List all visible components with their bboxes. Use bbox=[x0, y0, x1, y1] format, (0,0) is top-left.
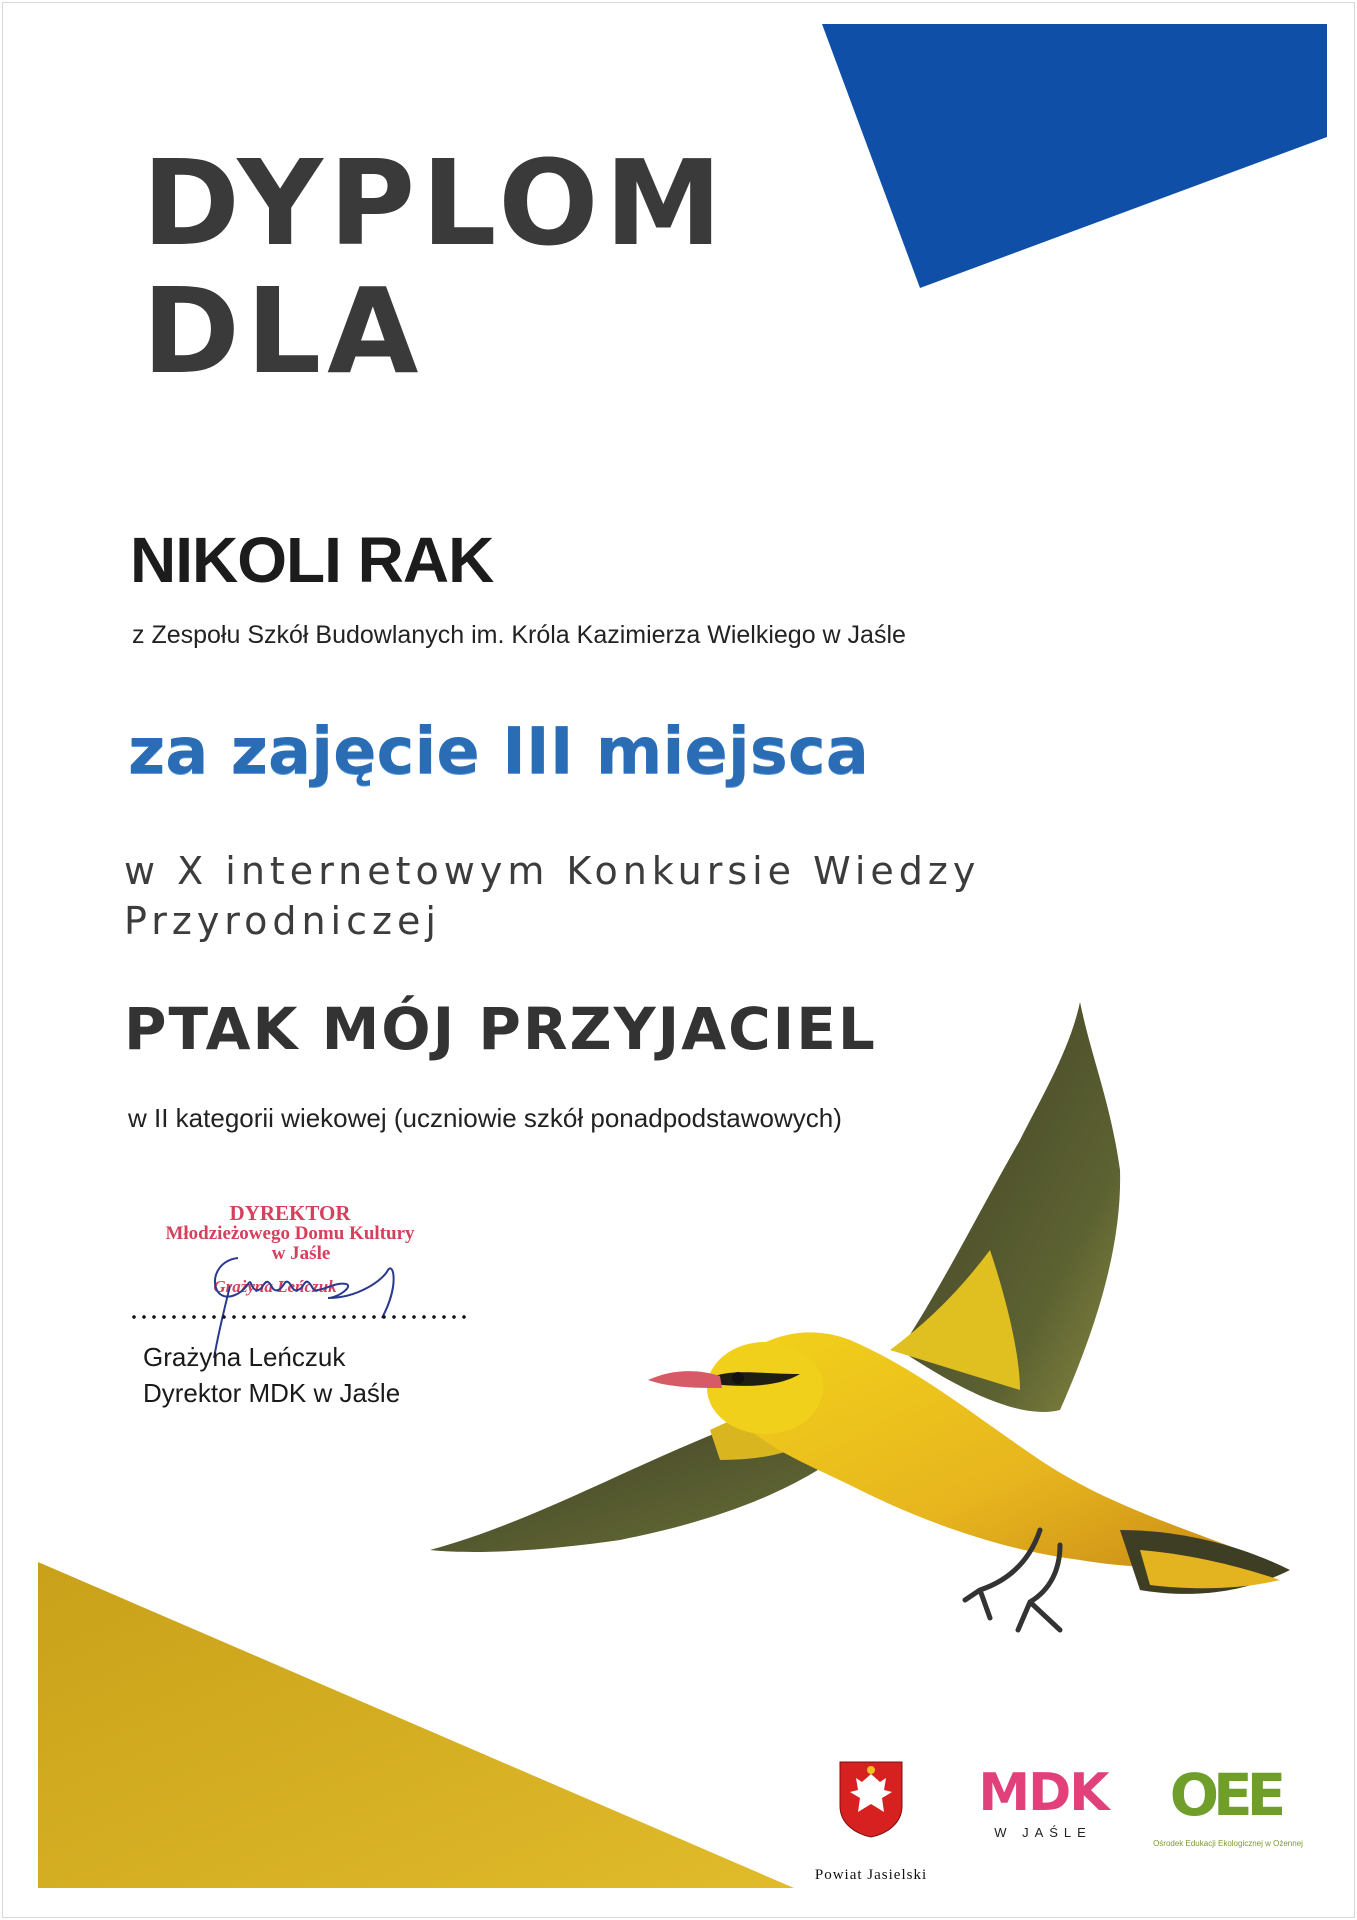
stamp-line-2: Młodzieżowego Domu Kultury bbox=[165, 1223, 415, 1245]
signer-name: Grażyna Leńczuk bbox=[143, 1342, 346, 1372]
stamp-line-4: Grażyna Leńczuk bbox=[213, 1276, 337, 1296]
powiat-label: Powiat Jasielski bbox=[814, 1867, 928, 1883]
oee-logo: OEE bbox=[1169, 1761, 1281, 1829]
powiat-coat-of-arms-icon bbox=[838, 1760, 904, 1838]
diploma-title-dla: DLA bbox=[142, 262, 425, 400]
age-category: w II kategorii wiekowej (uczniowie szkół ponadpodstawowych) bbox=[128, 1103, 842, 1133]
bird-illustration bbox=[420, 990, 1300, 1650]
stamp-line-1: DYREKTOR bbox=[229, 1201, 351, 1225]
recipient-name: NIKOLI RAK bbox=[130, 524, 494, 596]
diploma-title: DYPLOM bbox=[142, 134, 729, 272]
signer-block bbox=[143, 1339, 400, 1411]
oee-logo-subtitle: Ośrodek Edukacji Ekologicznej w Ożennej bbox=[1153, 1839, 1303, 1848]
stamp-line-3: w Jaśle bbox=[271, 1242, 331, 1264]
signer-role: Dyrektor MDK w Jaśle bbox=[143, 1378, 401, 1408]
recipient-school: z Zespołu Szkół Budowlanych im. Króla Kazimierza Wielkiego w Jaśle bbox=[132, 621, 906, 649]
mdk-logo: MDK bbox=[978, 1763, 1108, 1823]
award-text: za zajęcie III miejsca bbox=[128, 715, 869, 789]
contest-description: w X internetowym Konkursie Wiedzy Przyrodniczej bbox=[124, 849, 981, 943]
mdk-logo-subtitle: W JAŚLE bbox=[994, 1825, 1092, 1840]
contest-name: PTAK MÓJ PRZYJACIEL bbox=[124, 995, 877, 1063]
blue-triangle-decoration bbox=[820, 22, 1330, 292]
signature-dotted-line bbox=[129, 1314, 469, 1320]
